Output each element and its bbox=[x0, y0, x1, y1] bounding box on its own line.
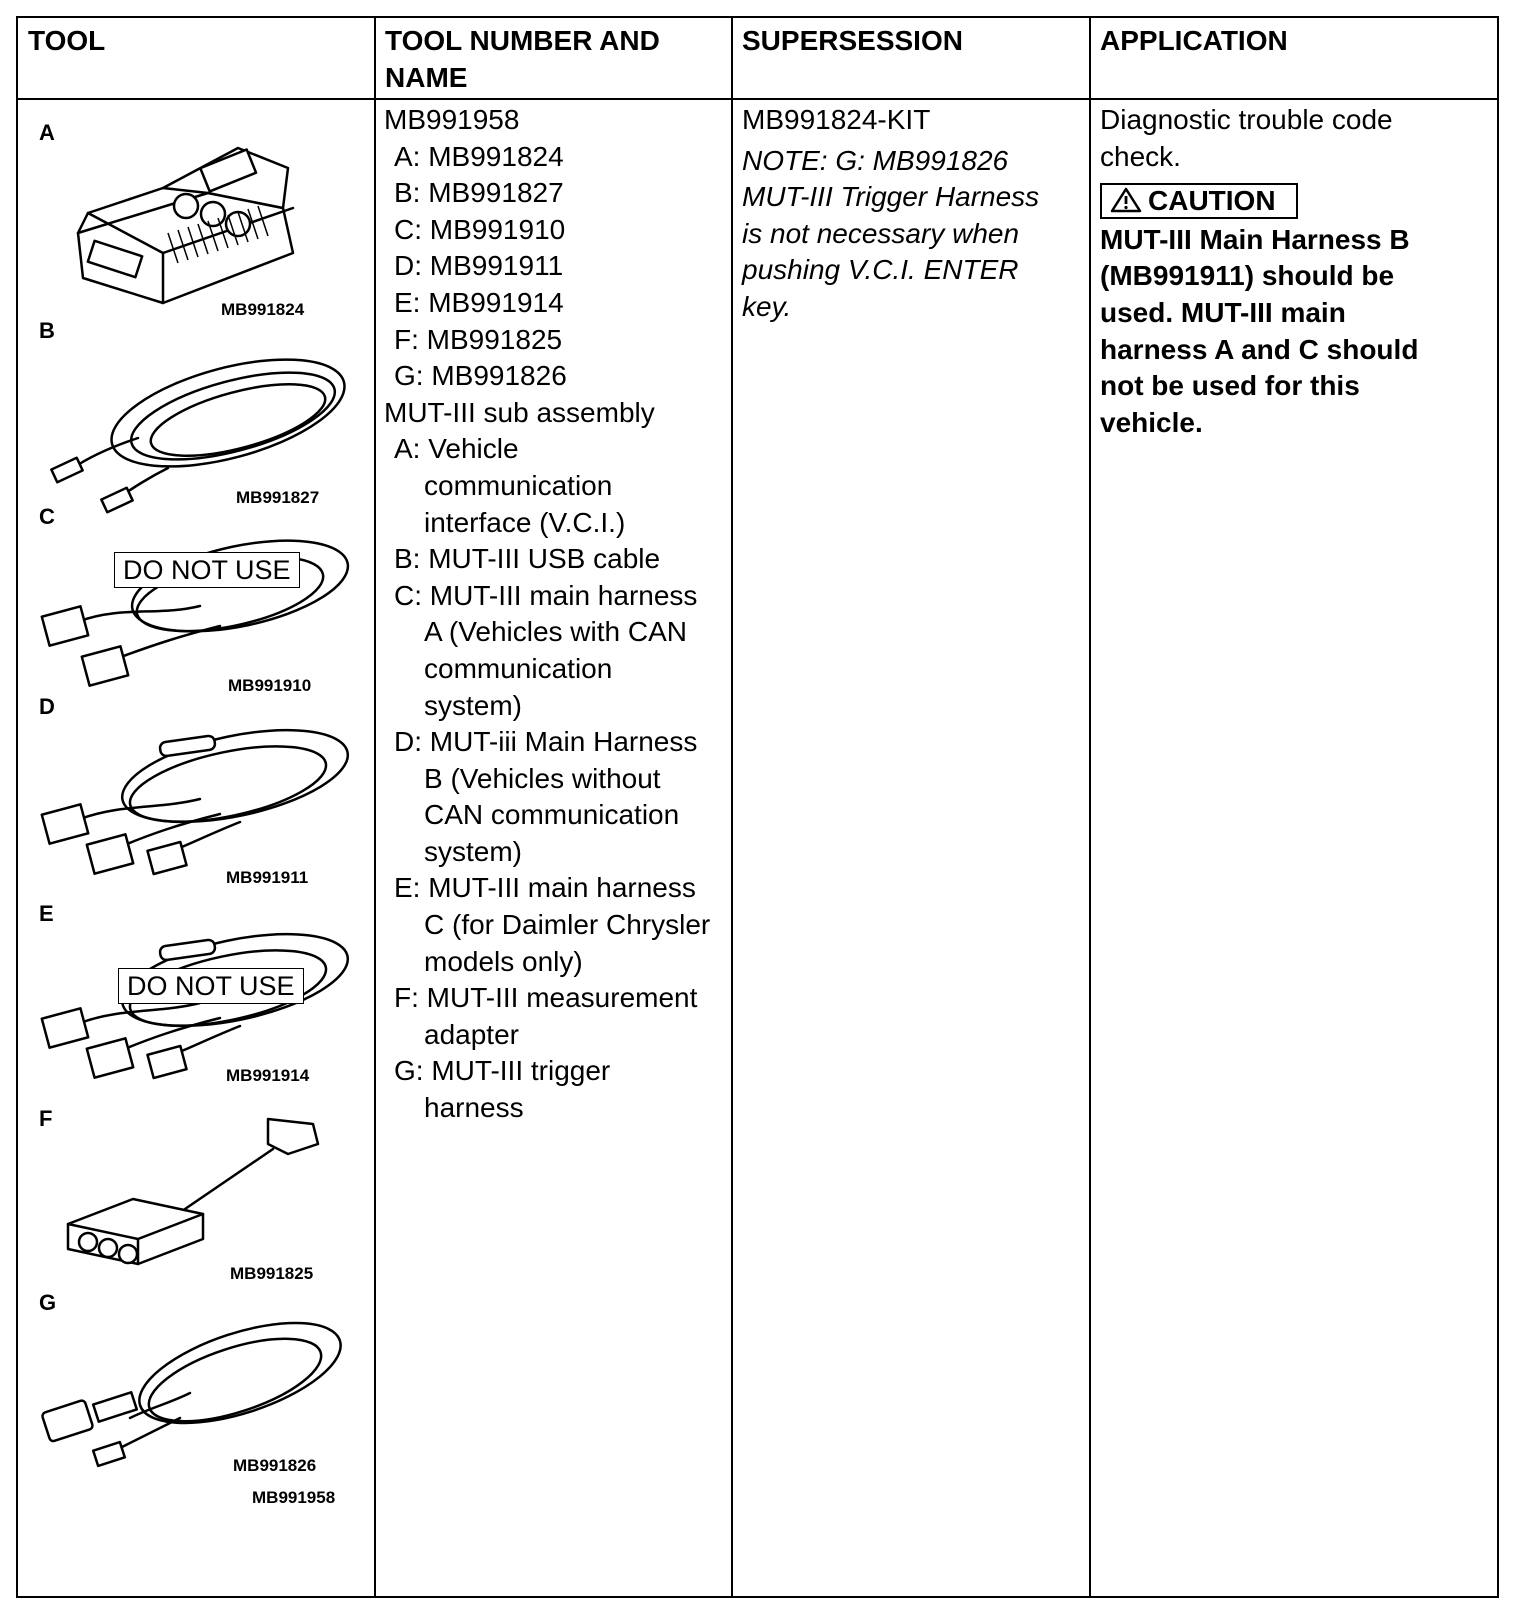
column-divider bbox=[731, 18, 733, 1596]
usb-cable-illustration bbox=[48, 338, 348, 498]
supersession-note: NOTE: G: MB991826 MUT-III Trigger Harness is not necessary when pushing V.C.I. ENTER key. bbox=[742, 144, 1040, 322]
warning-triangle-icon bbox=[1110, 187, 1142, 213]
sub-assembly-item: G: MUT-III trigger harness bbox=[394, 1055, 611, 1124]
tool-code-d: MB991911 bbox=[226, 868, 309, 887]
measurement-adapter-illustration bbox=[63, 1114, 333, 1264]
tool-code-a: MB991824 bbox=[221, 300, 305, 319]
part-number-e: E: MB991914 bbox=[394, 286, 564, 318]
sub-assembly-title: MUT-III sub assembly bbox=[384, 396, 655, 428]
tool-letter-g: G bbox=[39, 1290, 57, 1315]
tool-letter-b: B bbox=[39, 318, 55, 343]
header-supersession: SUPERSESSION bbox=[742, 25, 963, 56]
kit-code: MB991958 bbox=[252, 1488, 336, 1507]
caution-label: CAUTION bbox=[1100, 183, 1298, 219]
part-number-list bbox=[384, 139, 729, 395]
header-divider bbox=[18, 98, 1497, 100]
supersession-column bbox=[742, 102, 1087, 326]
header-application: APPLICATION bbox=[1100, 25, 1288, 56]
tool-code-b: MB991827 bbox=[236, 488, 320, 507]
application-text: Diagnostic trouble code check. bbox=[1100, 104, 1393, 172]
tool-letter-c: C bbox=[39, 504, 55, 529]
do-not-use-label-c: DO NOT USE bbox=[114, 552, 300, 588]
caution-text: MUT-III Main Harness B (MB991911) should be used. MUT-III main harness A and C should not be used for this vehicle. bbox=[1100, 223, 1419, 438]
sub-assembly-item: F: MUT-III measurement adapter bbox=[394, 982, 698, 1050]
kit-number: MB991958 bbox=[384, 104, 520, 135]
tool-table bbox=[16, 16, 1499, 1598]
header-tool: TOOL bbox=[28, 25, 106, 56]
part-number-a: A: MB991824 bbox=[394, 140, 564, 172]
sub-assembly-list bbox=[384, 431, 729, 1126]
sub-assembly-item: A: Vehicle communication interface (V.C.I.) bbox=[394, 433, 626, 538]
part-number-b: B: MB991827 bbox=[394, 177, 564, 209]
tool-code-f: MB991825 bbox=[230, 1264, 314, 1283]
main-harness-b-illustration bbox=[40, 714, 350, 879]
tool-letter-d: D bbox=[39, 694, 55, 719]
tool-code-g: MB991826 bbox=[233, 1456, 317, 1475]
main-harness-a-illustration bbox=[40, 526, 350, 686]
part-number-c: C: MB991910 bbox=[394, 213, 566, 245]
tool-code-e: MB991914 bbox=[226, 1066, 310, 1085]
header-tool-number: TOOL NUMBER AND NAME bbox=[385, 25, 660, 93]
tool-code-c: MB991910 bbox=[228, 676, 312, 695]
tool-letter-e: E bbox=[39, 901, 54, 926]
column-divider bbox=[1089, 18, 1091, 1596]
part-number-d: D: MB991911 bbox=[394, 250, 564, 282]
vci-device-illustration bbox=[68, 138, 308, 298]
tool-letter-a: A bbox=[39, 120, 55, 145]
sub-assembly-item: D: MUT-iii Main Harness B (Vehicles without CAN communication system) bbox=[394, 726, 698, 867]
trigger-harness-illustration bbox=[40, 1308, 350, 1473]
part-number-f: F: MB991825 bbox=[394, 323, 563, 355]
tool-letter-f: F bbox=[39, 1106, 53, 1131]
part-number-g: G: MB991826 bbox=[394, 360, 567, 392]
sub-assembly-item: B: MUT-III USB cable bbox=[394, 543, 661, 575]
tool-number-column bbox=[384, 102, 729, 1127]
application-column bbox=[1100, 102, 1495, 441]
column-divider bbox=[374, 18, 376, 1596]
supersession-code: MB991824-KIT bbox=[742, 104, 931, 135]
sub-assembly-item: C: MUT-III main harness A (Vehicles with CAN communication system) bbox=[394, 579, 698, 721]
do-not-use-label-e: DO NOT USE bbox=[118, 968, 304, 1004]
sub-assembly-item: E: MUT-III main harness C (for Daimler Chrysler models only) bbox=[394, 872, 711, 977]
